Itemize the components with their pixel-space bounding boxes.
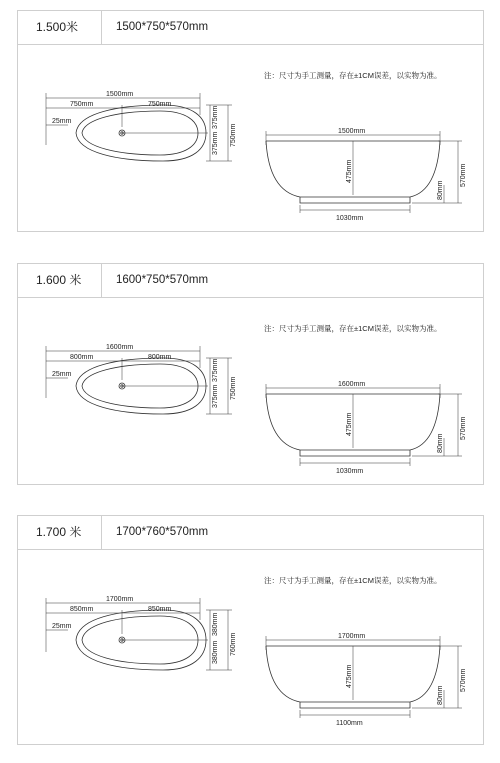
top-width-label: 750mm (230, 376, 237, 400)
drawing-area (18, 45, 485, 245)
measurement-note: 注：尺寸为手工测量，存在±1CM误差，以实物为准。 (264, 576, 442, 585)
side-base-height-label: 80mm (437, 685, 444, 705)
measurement-note: 注：尺寸为手工测量，存在±1CM误差，以实物为准。 (264, 324, 442, 333)
side-depth-label: 475mm (346, 159, 353, 183)
spec-panel-1700 (17, 515, 484, 745)
side-base-length-label: 1030mm (336, 215, 364, 222)
top-length-label: 1700mm (106, 596, 134, 603)
drawing-area (18, 550, 485, 750)
side-view (266, 384, 462, 466)
side-length-label: 1700mm (338, 633, 366, 640)
top-length-label: 1500mm (106, 91, 134, 98)
panel-header (18, 264, 483, 298)
top-half-width-lower-label: 375mm (212, 384, 219, 408)
top-half-width-label: 380mm (212, 612, 219, 636)
top-half-width-lower-label: 375mm (212, 131, 219, 155)
side-view (266, 131, 462, 213)
top-rim-label: 25mm (52, 371, 72, 378)
side-length-label: 1600mm (338, 381, 366, 388)
technical-drawing (18, 45, 485, 245)
side-height-label: 570mm (460, 163, 467, 187)
top-rim-label: 25mm (52, 623, 72, 630)
top-half-width-label: 375mm (212, 358, 219, 382)
side-base-height-label: 80mm (437, 433, 444, 453)
side-depth-label: 475mm (346, 412, 353, 436)
dimensions-label: 1500*750*570mm (116, 21, 209, 33)
side-height-label: 570mm (460, 668, 467, 692)
top-half-right-label: 750mm (148, 101, 172, 108)
side-length-label: 1500mm (338, 128, 366, 135)
side-height-label: 570mm (460, 416, 467, 440)
top-half-left-label: 750mm (70, 101, 94, 108)
size-label: 1.700 米 (18, 516, 102, 549)
top-half-width-lower-label: 380mm (212, 640, 219, 664)
panel-header (18, 516, 483, 550)
top-width-label: 750mm (230, 123, 237, 147)
size-label: 1.500米 (18, 11, 102, 44)
top-half-width-label: 375mm (212, 105, 219, 129)
top-half-left-label: 800mm (70, 354, 94, 361)
side-view (266, 636, 462, 718)
dimensions-label: 1600*750*570mm (116, 274, 209, 286)
technical-drawing (18, 550, 485, 750)
spec-panel-1600 (17, 263, 484, 485)
top-rim-label: 25mm (52, 118, 72, 125)
side-base-length-label: 1100mm (336, 720, 363, 727)
side-depth-label: 475mm (346, 664, 353, 688)
side-base-height-label: 80mm (437, 180, 444, 200)
measurement-note: 注：尺寸为手工测量，存在±1CM误差，以实物为准。 (264, 71, 442, 80)
spec-panel-1500 (17, 10, 484, 232)
drawing-area (18, 298, 485, 498)
top-width-label: 760mm (230, 632, 237, 656)
technical-drawing (18, 298, 485, 498)
size-label: 1.600 米 (18, 264, 102, 297)
panel-header (18, 11, 483, 45)
top-length-label: 1600mm (106, 344, 134, 351)
top-half-left-label: 850mm (70, 606, 94, 613)
dimensions-label: 1700*760*570mm (116, 526, 209, 538)
top-half-right-label: 800mm (148, 354, 172, 361)
top-half-right-label: 850mm (148, 606, 172, 613)
side-base-length-label: 1030mm (336, 468, 364, 475)
